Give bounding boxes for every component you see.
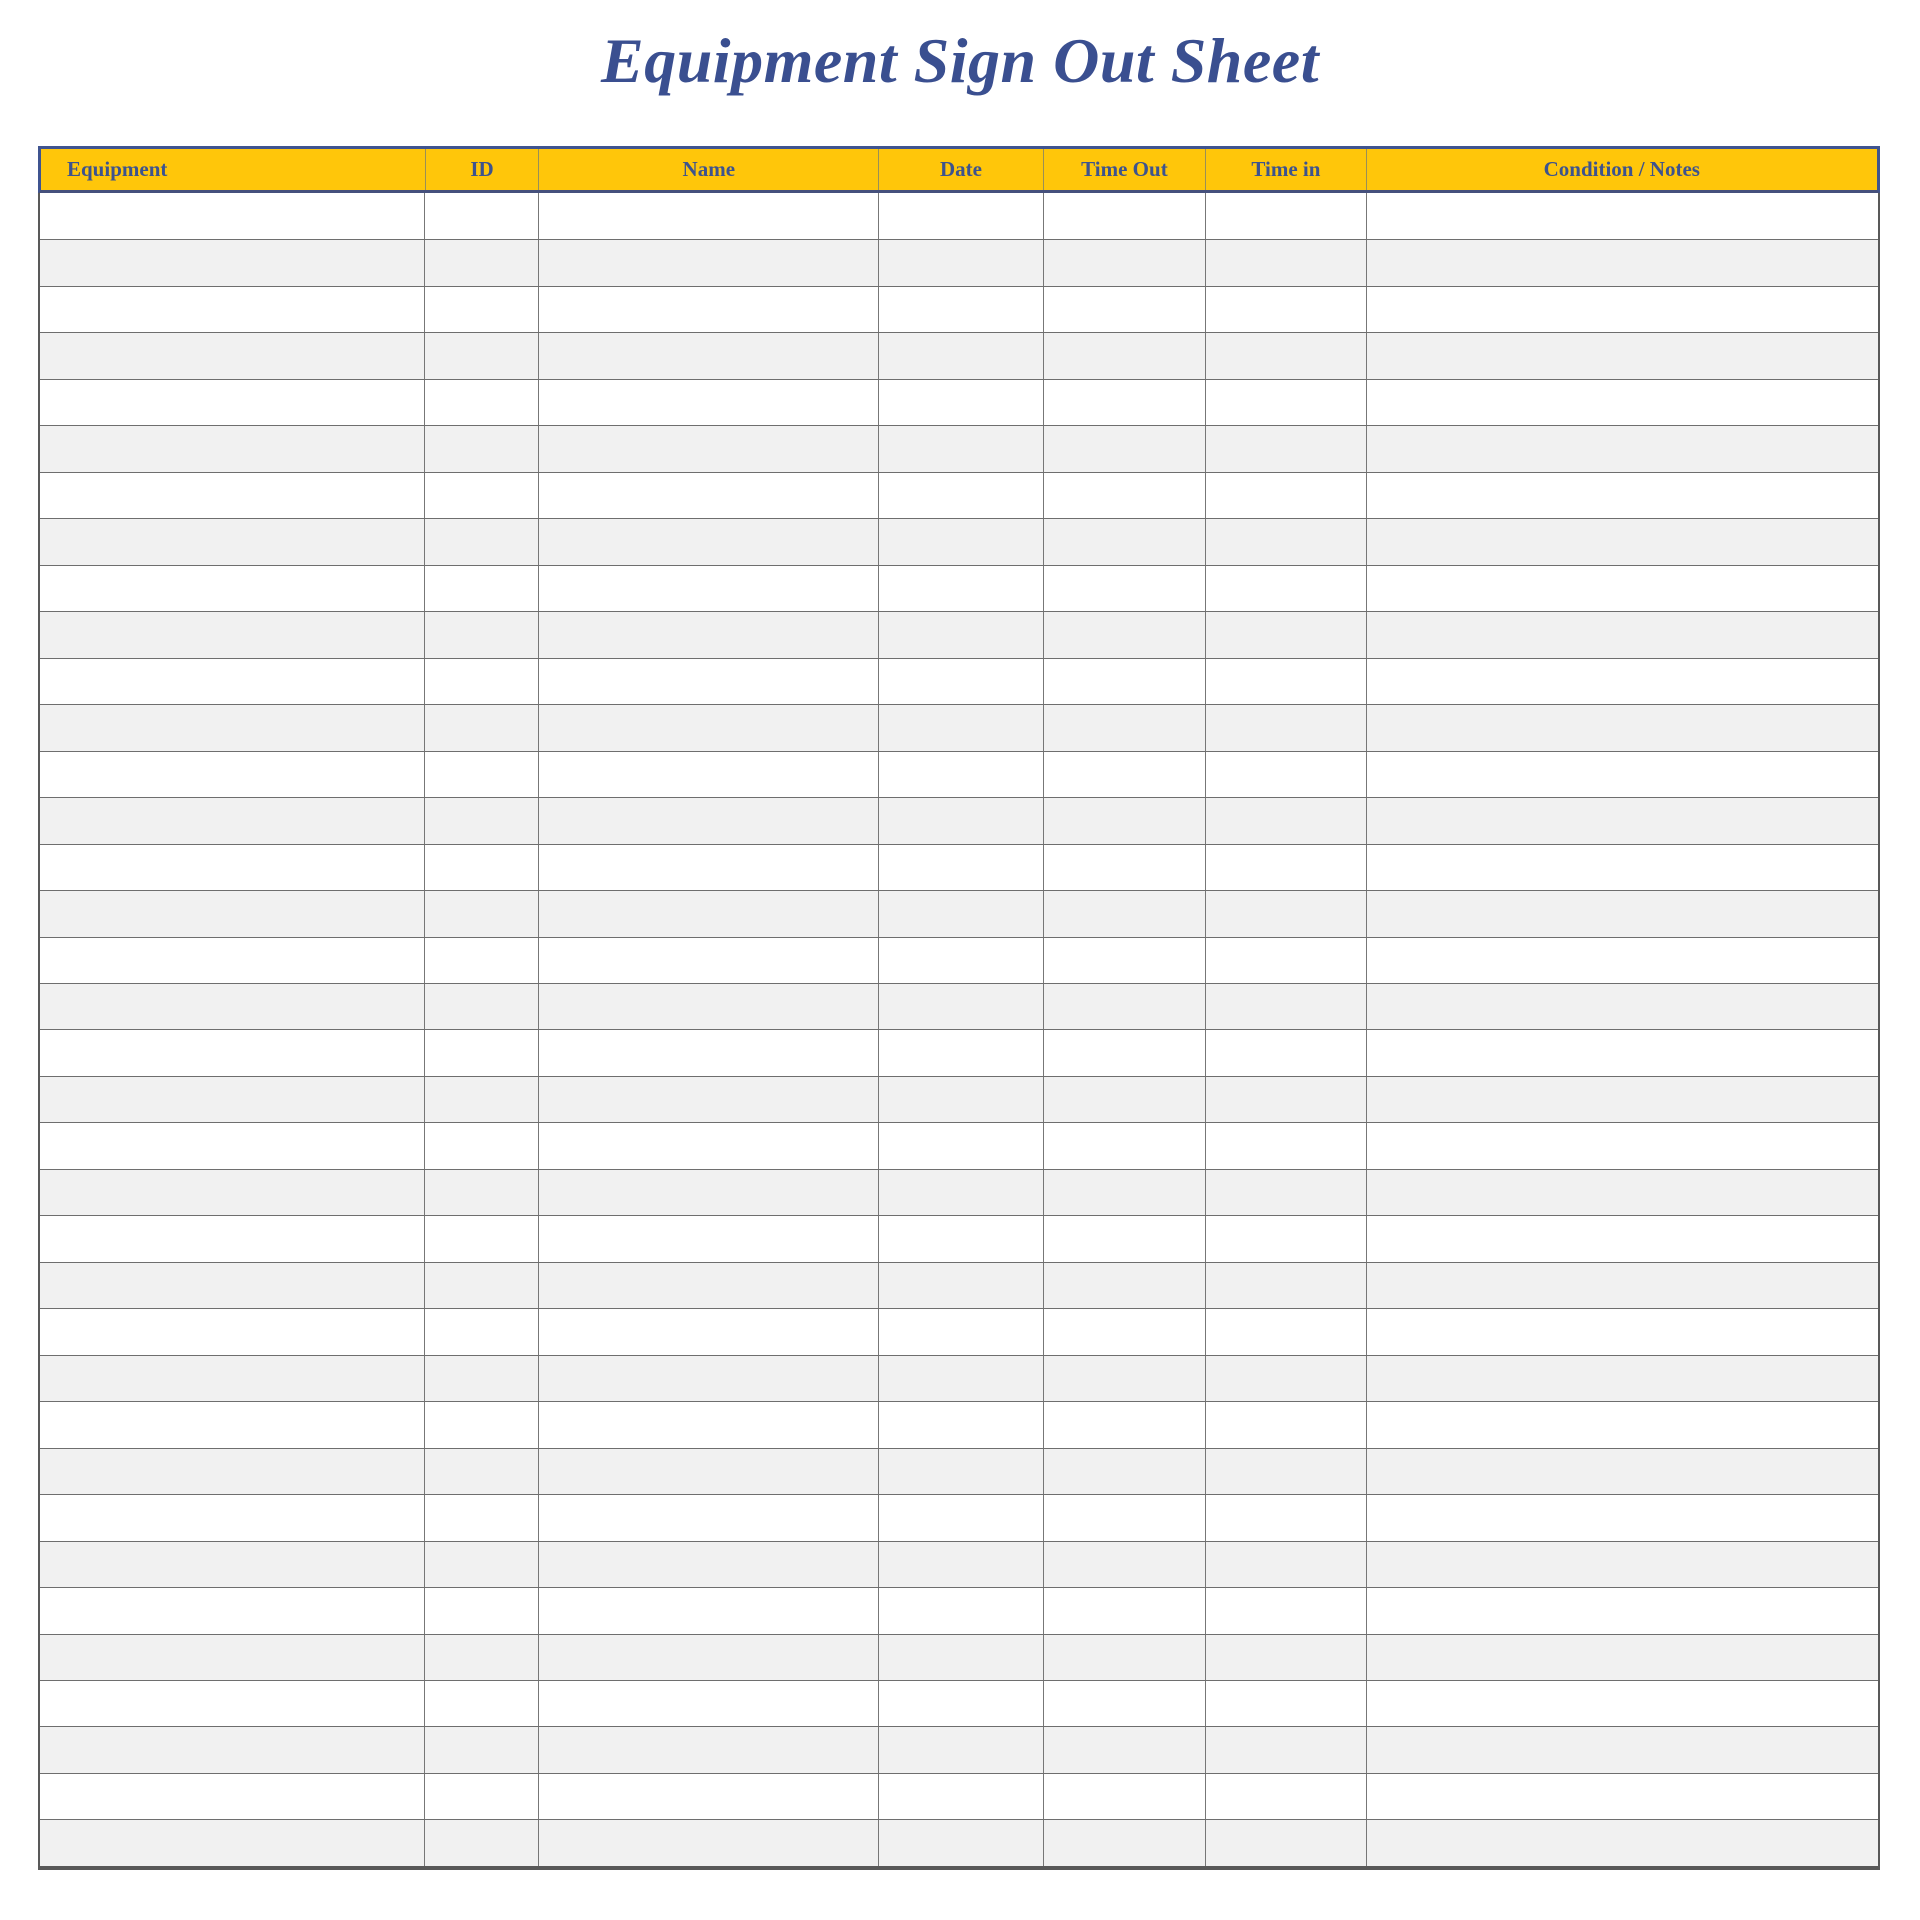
table-cell	[538, 1263, 878, 1308]
table-cell	[40, 1820, 424, 1865]
table-cell	[1043, 1170, 1206, 1215]
table-cell	[40, 566, 424, 611]
table-cell	[424, 659, 538, 704]
table-cell	[538, 938, 878, 983]
table-cell	[40, 659, 424, 704]
table-cell	[424, 1542, 538, 1587]
table-cell	[1205, 473, 1366, 518]
table-cell	[538, 659, 878, 704]
table-cell	[878, 1402, 1043, 1447]
table-cell	[1205, 287, 1366, 332]
table-cell	[40, 1263, 424, 1308]
table-cell	[424, 1727, 538, 1772]
column-header-id: ID	[425, 149, 539, 190]
table-cell	[538, 1727, 878, 1772]
table-cell	[878, 891, 1043, 936]
table-cell	[878, 1820, 1043, 1865]
table-cell	[1205, 1077, 1366, 1122]
table-cell	[1366, 426, 1878, 471]
sign-out-table	[38, 146, 1880, 1870]
table-cell	[1366, 1495, 1878, 1540]
table-cell	[424, 1123, 538, 1168]
table-cell	[40, 1123, 424, 1168]
table-cell	[40, 1681, 424, 1726]
table-row	[40, 704, 1878, 750]
table-row	[40, 1169, 1878, 1215]
table-cell	[1043, 426, 1206, 471]
column-header-time-in: Time in	[1205, 149, 1365, 190]
table-cell	[538, 333, 878, 378]
table-cell	[1205, 1727, 1366, 1772]
table-cell	[538, 1077, 878, 1122]
table-cell	[1043, 1820, 1206, 1865]
table-cell	[1366, 519, 1878, 564]
table-cell	[878, 1216, 1043, 1261]
table-cell	[1366, 1402, 1878, 1447]
table-cell	[538, 1495, 878, 1540]
table-cell	[878, 1635, 1043, 1680]
table-cell	[878, 1309, 1043, 1354]
table-cell	[538, 752, 878, 797]
table-cell	[40, 333, 424, 378]
table-cell	[424, 1263, 538, 1308]
table-cell	[1043, 984, 1206, 1029]
table-cell	[538, 845, 878, 890]
table-cell	[40, 752, 424, 797]
table-cell	[538, 1170, 878, 1215]
table-cell	[40, 426, 424, 471]
table-cell	[1205, 1542, 1366, 1587]
table-cell	[878, 566, 1043, 611]
table-cell	[1205, 1170, 1366, 1215]
table-cell	[538, 1402, 878, 1447]
table-cell	[1366, 1635, 1878, 1680]
table-row	[40, 518, 1878, 564]
table-cell	[40, 240, 424, 285]
table-row	[40, 1448, 1878, 1494]
table-cell	[1043, 1263, 1206, 1308]
table-cell	[1366, 333, 1878, 378]
table-row	[40, 1680, 1878, 1726]
table-cell	[878, 798, 1043, 843]
table-cell	[538, 705, 878, 750]
table-cell	[40, 1774, 424, 1819]
table-cell	[1366, 1170, 1878, 1215]
column-header-time-out: Time Out	[1043, 149, 1205, 190]
table-cell	[40, 380, 424, 425]
table-cell	[1043, 1402, 1206, 1447]
table-cell	[1043, 705, 1206, 750]
table-cell	[1366, 240, 1878, 285]
table-cell	[1366, 984, 1878, 1029]
table-cell	[1043, 1495, 1206, 1540]
table-cell	[1205, 1681, 1366, 1726]
table-cell	[538, 1820, 878, 1865]
table-row	[40, 658, 1878, 704]
table-cell	[878, 938, 1043, 983]
table-cell	[1205, 1588, 1366, 1633]
table-cell	[40, 1030, 424, 1075]
table-cell	[424, 1402, 538, 1447]
table-cell	[878, 473, 1043, 518]
table-cell	[1366, 1681, 1878, 1726]
table-cell	[40, 1542, 424, 1587]
table-cell	[878, 1356, 1043, 1401]
table-row	[40, 1401, 1878, 1447]
table-cell	[40, 287, 424, 332]
table-cell	[1205, 612, 1366, 657]
table-cell	[424, 519, 538, 564]
table-cell	[1205, 845, 1366, 890]
table-cell	[1205, 1123, 1366, 1168]
table-row	[40, 1076, 1878, 1122]
table-cell	[40, 1402, 424, 1447]
table-cell	[1205, 1030, 1366, 1075]
table-cell	[1205, 1495, 1366, 1540]
table-cell	[424, 1820, 538, 1865]
table-cell	[1366, 1356, 1878, 1401]
table-cell	[40, 1170, 424, 1215]
table-cell	[538, 891, 878, 936]
table-cell	[878, 1727, 1043, 1772]
table-row	[40, 286, 1878, 332]
table-cell	[1043, 752, 1206, 797]
table-cell	[1205, 1309, 1366, 1354]
table-cell	[1366, 1263, 1878, 1308]
table-cell	[1043, 891, 1206, 936]
table-cell	[878, 1449, 1043, 1494]
table-cell	[538, 1542, 878, 1587]
table-cell	[1043, 240, 1206, 285]
table-cell	[424, 1588, 538, 1633]
table-cell	[1366, 938, 1878, 983]
table-cell	[1043, 1588, 1206, 1633]
table-cell	[1043, 287, 1206, 332]
table-cell	[878, 984, 1043, 1029]
table-cell	[40, 1449, 424, 1494]
table-cell	[1366, 1727, 1878, 1772]
table-row	[40, 332, 1878, 378]
table-cell	[40, 845, 424, 890]
table-cell	[1043, 1542, 1206, 1587]
table-cell	[878, 240, 1043, 285]
table-cell	[878, 1170, 1043, 1215]
table-cell	[424, 891, 538, 936]
table-cell	[40, 984, 424, 1029]
table-row	[40, 1541, 1878, 1587]
table-cell	[878, 612, 1043, 657]
table-cell	[40, 1588, 424, 1633]
table-row	[40, 844, 1878, 890]
table-cell	[1043, 1681, 1206, 1726]
table-cell	[878, 426, 1043, 471]
table-cell	[878, 287, 1043, 332]
table-cell	[878, 659, 1043, 704]
table-cell	[538, 380, 878, 425]
table-row	[40, 1262, 1878, 1308]
table-cell	[1043, 798, 1206, 843]
table-cell	[40, 798, 424, 843]
table-row	[40, 1819, 1878, 1865]
table-cell	[1043, 1309, 1206, 1354]
table-cell	[1366, 473, 1878, 518]
table-cell	[1043, 1774, 1206, 1819]
column-header-date: Date	[878, 149, 1043, 190]
table-cell	[424, 612, 538, 657]
table-cell	[40, 1727, 424, 1772]
table-cell	[424, 1495, 538, 1540]
column-header-equipment: Equipment	[67, 157, 168, 181]
table-cell	[1043, 566, 1206, 611]
table-cell	[878, 1774, 1043, 1819]
table-cell	[538, 1449, 878, 1494]
table-cell	[1366, 798, 1878, 843]
table-cell	[1205, 1774, 1366, 1819]
table-cell	[1205, 1263, 1366, 1308]
table-cell	[538, 287, 878, 332]
table-cell	[1043, 845, 1206, 890]
table-cell	[1366, 1820, 1878, 1865]
table-cell	[878, 1542, 1043, 1587]
table-cell	[1205, 984, 1366, 1029]
table-cell	[424, 1077, 538, 1122]
table-cell	[878, 705, 1043, 750]
table-cell	[424, 798, 538, 843]
table-cell	[1043, 1635, 1206, 1680]
table-cell	[538, 612, 878, 657]
table-cell	[1366, 612, 1878, 657]
table-cell	[538, 193, 878, 239]
table-row	[40, 1773, 1878, 1819]
table-cell	[424, 1356, 538, 1401]
table-cell	[40, 705, 424, 750]
table-cell	[424, 426, 538, 471]
table-cell	[878, 1495, 1043, 1540]
table-cell	[1205, 1402, 1366, 1447]
table-cell	[1043, 938, 1206, 983]
table-cell	[1205, 938, 1366, 983]
table-row	[40, 425, 1878, 471]
table-cell	[40, 519, 424, 564]
table-cell	[878, 1588, 1043, 1633]
table-row	[40, 1494, 1878, 1540]
table-cell	[538, 1216, 878, 1261]
page-title: Equipment Sign Out Sheet	[601, 25, 1319, 96]
table-cell	[538, 1681, 878, 1726]
table-cell	[1366, 1077, 1878, 1122]
table-cell	[1043, 612, 1206, 657]
table-row	[40, 472, 1878, 518]
table-cell	[40, 1216, 424, 1261]
table-cell	[424, 1030, 538, 1075]
table-cell	[538, 240, 878, 285]
table-cell	[424, 240, 538, 285]
table-cell	[1205, 798, 1366, 843]
table-cell	[40, 1309, 424, 1354]
table-row	[40, 1634, 1878, 1680]
table-cell	[1043, 333, 1206, 378]
table-cell	[424, 752, 538, 797]
table-cell	[1205, 519, 1366, 564]
table-cell	[424, 984, 538, 1029]
table-cell	[1205, 1216, 1366, 1261]
table-cell	[878, 845, 1043, 890]
table-cell	[1205, 380, 1366, 425]
table-cell	[424, 333, 538, 378]
table-cell	[538, 1123, 878, 1168]
table-row	[40, 1726, 1878, 1772]
table-cell	[40, 193, 424, 239]
table-cell	[878, 1263, 1043, 1308]
table-row	[40, 937, 1878, 983]
table-cell	[1205, 1449, 1366, 1494]
table-cell	[424, 566, 538, 611]
table-cell	[1043, 659, 1206, 704]
table-row	[40, 1355, 1878, 1401]
table-cell	[1205, 240, 1366, 285]
table-row	[40, 1029, 1878, 1075]
table-row	[40, 611, 1878, 657]
table-row	[40, 1308, 1878, 1354]
table-cell	[1366, 705, 1878, 750]
table-row	[40, 1587, 1878, 1633]
table-cell	[1366, 193, 1878, 239]
table-cell	[538, 1030, 878, 1075]
table-cell	[1205, 705, 1366, 750]
table-cell	[1043, 1727, 1206, 1772]
table-row	[40, 983, 1878, 1029]
table-cell	[424, 1774, 538, 1819]
table-cell	[1205, 333, 1366, 378]
table-cell	[424, 287, 538, 332]
table-cell	[1205, 426, 1366, 471]
table-cell	[1366, 287, 1878, 332]
table-cell	[1366, 659, 1878, 704]
table-cell	[1366, 891, 1878, 936]
table-cell	[1366, 1542, 1878, 1587]
table-cell	[1366, 1216, 1878, 1261]
table-cell	[424, 380, 538, 425]
table-cell	[40, 1356, 424, 1401]
table-cell	[424, 1449, 538, 1494]
table-cell	[1366, 380, 1878, 425]
table-cell	[1205, 891, 1366, 936]
table-cell	[1043, 473, 1206, 518]
table-cell	[538, 798, 878, 843]
table-cell	[40, 1077, 424, 1122]
table-cell	[1205, 1356, 1366, 1401]
table-row	[40, 239, 1878, 285]
table-row	[40, 379, 1878, 425]
table-cell	[1366, 1774, 1878, 1819]
table-row	[40, 1122, 1878, 1168]
table-cell	[1366, 845, 1878, 890]
table-cell	[40, 612, 424, 657]
table-cell	[1366, 1123, 1878, 1168]
table-cell	[538, 1309, 878, 1354]
table-cell	[878, 1681, 1043, 1726]
table-row	[40, 1215, 1878, 1261]
table-cell	[878, 752, 1043, 797]
table-cell	[1205, 659, 1366, 704]
table-cell	[424, 705, 538, 750]
table-cell	[538, 519, 878, 564]
table-cell	[538, 1635, 878, 1680]
table-cell	[878, 333, 1043, 378]
table-cell	[1043, 1077, 1206, 1122]
table-cell	[1043, 519, 1206, 564]
table-cell	[1205, 1820, 1366, 1865]
table-cell	[40, 1495, 424, 1540]
table-cell	[1043, 1030, 1206, 1075]
table-cell	[424, 1635, 538, 1680]
table-cell	[878, 1077, 1043, 1122]
table-row	[40, 193, 1878, 239]
table-cell	[424, 473, 538, 518]
table-cell	[1043, 380, 1206, 425]
table-cell	[1366, 1309, 1878, 1354]
table-cell	[1043, 1123, 1206, 1168]
table-cell	[1366, 1030, 1878, 1075]
table-row	[40, 797, 1878, 843]
table-cell	[40, 891, 424, 936]
table-cell	[424, 193, 538, 239]
table-cell	[538, 473, 878, 518]
table-cell	[878, 519, 1043, 564]
table-cell	[538, 1588, 878, 1633]
table-cell	[878, 193, 1043, 239]
table-cell	[538, 426, 878, 471]
table-body	[38, 193, 1880, 1870]
table-cell	[1366, 566, 1878, 611]
table-cell	[40, 938, 424, 983]
table-cell	[40, 473, 424, 518]
table-cell	[878, 1123, 1043, 1168]
table-cell	[1205, 752, 1366, 797]
table-header-row	[38, 146, 1880, 193]
table-cell	[424, 1681, 538, 1726]
table-cell	[424, 845, 538, 890]
table-cell	[1205, 193, 1366, 239]
table-cell	[1043, 1216, 1206, 1261]
table-cell	[40, 1635, 424, 1680]
table-cell	[424, 1309, 538, 1354]
table-cell	[424, 1170, 538, 1215]
table-cell	[1043, 1449, 1206, 1494]
table-cell	[878, 380, 1043, 425]
table-row	[40, 565, 1878, 611]
table-cell	[538, 1356, 878, 1401]
table-cell	[538, 984, 878, 1029]
table-cell	[1366, 752, 1878, 797]
table-cell	[424, 938, 538, 983]
table-cell	[538, 566, 878, 611]
table-cell	[1043, 1356, 1206, 1401]
table-cell	[1366, 1449, 1878, 1494]
table-cell	[1366, 1588, 1878, 1633]
column-header-name: Name	[538, 149, 878, 190]
table-cell	[1205, 566, 1366, 611]
table-cell	[1205, 1635, 1366, 1680]
table-cell	[878, 1030, 1043, 1075]
column-header-condition-notes: Condition / Notes	[1366, 149, 1877, 190]
table-cell	[538, 1774, 878, 1819]
table-cell	[424, 1216, 538, 1261]
table-row	[40, 751, 1878, 797]
table-cell	[1043, 193, 1206, 239]
table-row	[40, 890, 1878, 936]
